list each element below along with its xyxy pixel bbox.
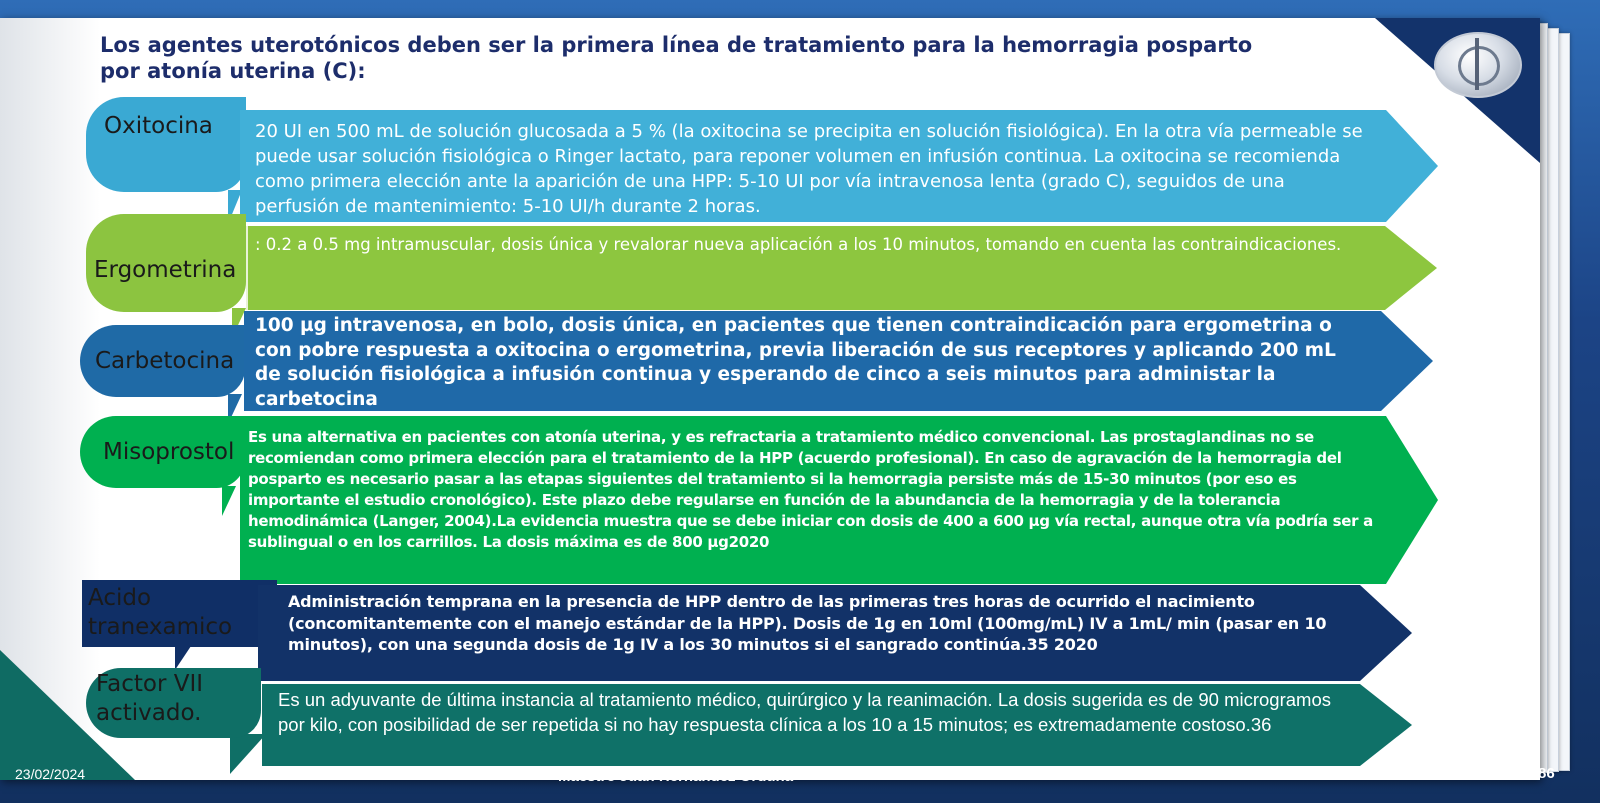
footer-author: Maestro Juan Hernández Orduña — [558, 768, 794, 785]
label-misoprostol: Misoprostol — [80, 416, 245, 488]
label-carbetocina: Carbetocina — [80, 325, 245, 397]
text-carbetocina: 100 µg intravenosa, en bolo, dosis única, en pacientes que tienen contraindicación para ergometrina o con pobre respuesta a oxitocina o ergometrina, previa liberación de sus receptores y aplicando 200 mL de solución fisiológica a infusión continua y esperando de cinco a seis minutos para administar la carbetocina — [255, 315, 1336, 410]
text-acido-tranexamico: Administración temprana en la presencia de HPP dentro de las primeras tres horas de ocurrido el nacimiento (concomitantemente con el manejo estándar de la HPP). Dosis de 1g en 10ml (100mg/mL) IV a 1mL/ min (pasar en 10 minutos), con una segunda dosis de 1g IV a los 30 minutos si el sangrado continúa.35 2020 — [288, 592, 1327, 654]
label-oxitocina: Oxitocina — [86, 97, 246, 192]
slide — [0, 18, 1540, 780]
text-misoprostol: Es una alternativa en pacientes con atonía uterina, y es refractaria a tratamiento médico convencional. Las prostaglandinas no se recomiendan como primera elección para el tratamiento de la HPP (acuerdo profesional). En caso de agravación de la hemorragia del posparto es necesario pasar a las etapas siguientes del tratamiento si la hemorragia persiste más de 15-30 minutos (por eso es importante el estudio cronológico). Este plazo debe regularse en función de la abundancia de la hemorragia y de la tolerancia hemodinámica (Langer, 2004).La evidencia muestra que se debe iniciar con dosis de 400 a 600 µg vía rectal, aunque otra vía podría ser a sublingual o en los carrillos. La dosis máxima es de 800 µg2020 — [248, 428, 1373, 551]
label-tail — [175, 646, 191, 670]
label-tail — [230, 734, 266, 774]
caduceus-emblem-icon — [1434, 32, 1522, 98]
footer-date: 23/02/2024 — [15, 766, 86, 782]
label-ergometrina: Ergometrina — [86, 214, 246, 312]
page-number: 86 — [1538, 765, 1555, 782]
text-ergometrina: : 0.2 a 0.5 mg intramuscular, dosis única y revalorar nueva aplicación a los 10 minutos, tomando en cuenta las contraindicaciones. — [255, 235, 1342, 254]
label-acido-tranexamico: Acido tranexamico — [82, 580, 277, 647]
text-factor-vii: Es un adyuvante de última instancia al tratamiento médico, quirúrgico y la reanimación. La dosis sugerida es de 90 microgramos por kilo, con posibilidad de ser repetida si no hay respuesta clínica a los 10 a 15 minutos; es extremadamente costoso.36 — [278, 689, 1331, 735]
label-factor-vii: Factor VII activado. — [86, 668, 261, 738]
slide-title: Los agentes uterotónicos deben ser la primera línea de tratamiento para la hemorragia posparto por atonía uterina (C): — [100, 33, 1253, 83]
label-tail — [222, 486, 236, 516]
text-oxitocina: 20 UI en 500 mL de solución glucosada a 5 % (la oxitocina se precipita en solución fisiológica). En la otra vía permeable se puede usar solución fisiológica o Ringer lactato, para reponer volumen en infusión continua. La oxitocina se recomienda como primera elección ante la aparición de una HPP: 5-10 UI por vía intravenosa lenta (grado C), seguidos de una perfusión de mantenimiento: 5-10 UI/h durante 2 horas. — [255, 121, 1363, 217]
